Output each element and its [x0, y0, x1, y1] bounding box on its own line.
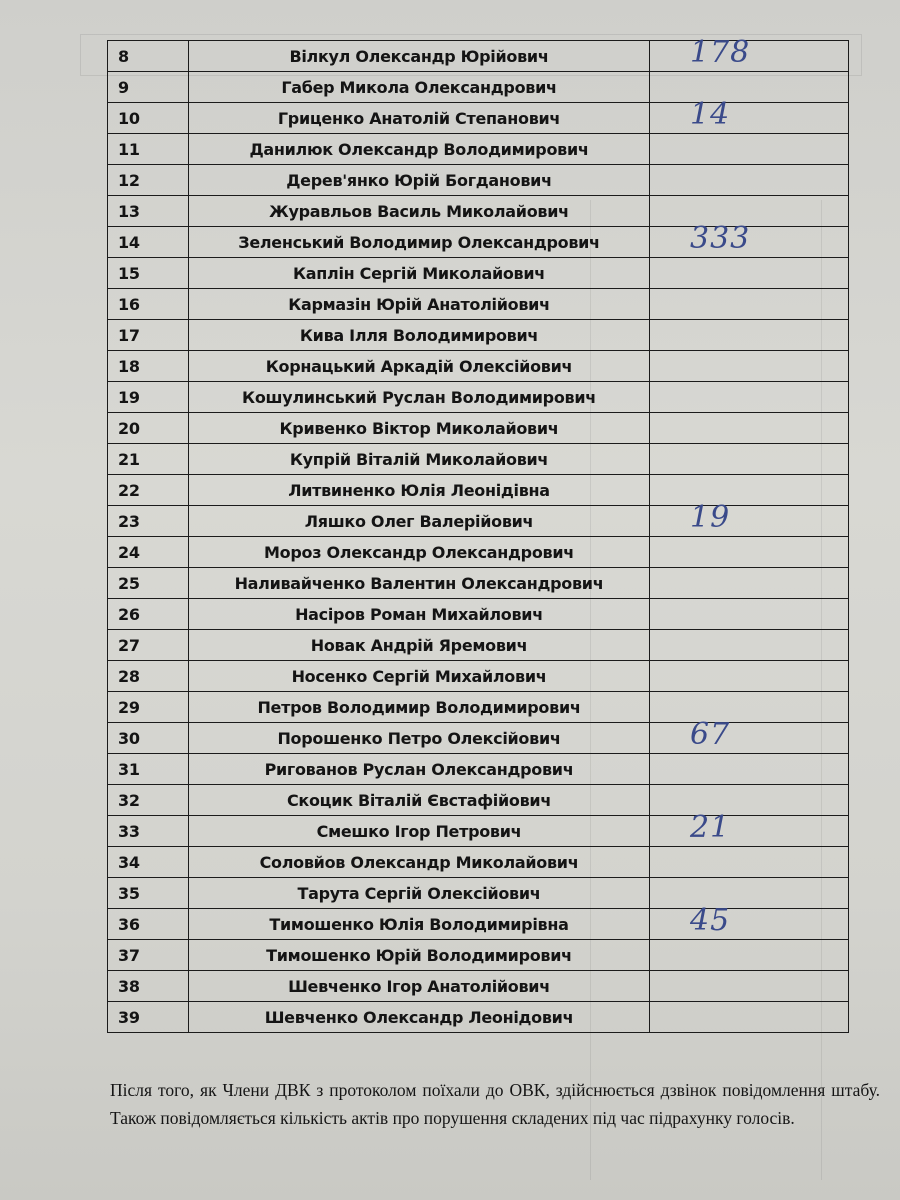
candidate-number: 38	[108, 971, 189, 1002]
table-row	[108, 723, 849, 754]
candidate-name: Литвиненко Юлія Леонідівна	[189, 475, 650, 506]
candidate-name: Тимошенко Юрій Володимирович	[189, 940, 650, 971]
table-row	[108, 630, 849, 661]
candidates-table	[107, 35, 849, 1033]
candidate-number: 35	[108, 878, 189, 909]
vote-count-cell	[650, 413, 849, 444]
vote-count-cell	[650, 903, 849, 940]
candidate-name: Порошенко Петро Олексійович	[189, 723, 650, 754]
handwritten-vote-count: 19	[690, 500, 731, 535]
vote-count-cell	[650, 537, 849, 568]
table-row	[108, 475, 849, 506]
table-row	[108, 227, 849, 258]
vote-count-cell	[650, 165, 849, 196]
candidate-number: 33	[108, 816, 189, 847]
candidate-name: Смешко Ігор Петрович	[189, 816, 650, 847]
table-row	[108, 103, 849, 134]
vote-count-cell	[650, 568, 849, 599]
handwritten-vote-count: 45	[690, 903, 731, 938]
candidate-number: 29	[108, 692, 189, 723]
candidate-name: Тарута Сергій Олексійович	[189, 878, 650, 909]
table-row	[108, 1002, 849, 1033]
vote-count-cell	[650, 72, 849, 103]
candidate-number: 13	[108, 196, 189, 227]
table-row	[108, 382, 849, 413]
candidate-name: Данилюк Олександр Володимирович	[189, 134, 650, 165]
footer-paragraph: Після того, як Члени ДВК з протоколом поїхали до ОВК, здійснюється дзвінок повідомлення штабу. Також повідомляється кількість актів про порушення складених під час підрахунку голосів.	[110, 1080, 880, 1128]
candidate-number: 16	[108, 289, 189, 320]
candidate-name: Наливайченко Валентин Олександрович	[189, 568, 650, 599]
candidate-number: 19	[108, 382, 189, 413]
candidate-name: Шевченко Олександр Леонідович	[189, 1002, 650, 1033]
candidate-number: 23	[108, 506, 189, 537]
candidate-name: Корнацький Аркадій Олексійович	[189, 351, 650, 382]
candidate-name: Каплін Сергій Миколайович	[189, 258, 650, 289]
candidate-name: Дерев'янко Юрій Богданович	[189, 165, 650, 196]
vote-count-cell	[650, 351, 849, 382]
candidate-number: 37	[108, 940, 189, 971]
vote-count-cell	[650, 289, 849, 320]
table-row	[108, 754, 849, 785]
vote-count-cell	[650, 630, 849, 661]
candidate-name: Мороз Олександр Олександрович	[189, 537, 650, 568]
table-row	[108, 72, 849, 103]
candidate-number: 31	[108, 754, 189, 785]
vote-count-cell	[650, 971, 849, 1002]
candidate-name: Гриценко Анатолій Степанович	[189, 103, 650, 134]
vote-count-cell	[650, 940, 849, 971]
vote-count-cell	[650, 97, 849, 134]
candidate-number: 28	[108, 661, 189, 692]
handwritten-vote-count: 14	[690, 97, 731, 132]
vote-count-cell	[650, 382, 849, 413]
candidate-number: 32	[108, 785, 189, 816]
vote-count-cell	[650, 134, 849, 165]
candidate-name: Купрій Віталій Миколайович	[189, 444, 650, 475]
candidate-number: 20	[108, 413, 189, 444]
candidate-number: 24	[108, 537, 189, 568]
handwritten-vote-count: 333	[690, 221, 751, 256]
candidate-number: 8	[108, 41, 189, 72]
candidate-number: 12	[108, 165, 189, 196]
vote-count-cell	[650, 35, 849, 72]
table-row	[108, 289, 849, 320]
handwritten-vote-count: 21	[690, 810, 731, 845]
candidate-name: Кармазін Юрій Анатолійович	[189, 289, 650, 320]
candidate-name: Скоцик Віталій Євстафійович	[189, 785, 650, 816]
table-row	[108, 568, 849, 599]
candidate-name: Габер Микола Олександрович	[189, 72, 650, 103]
candidate-name: Шевченко Ігор Анатолійович	[189, 971, 650, 1002]
candidate-number: 27	[108, 630, 189, 661]
candidate-name: Соловйов Олександр Миколайович	[189, 847, 650, 878]
table-row	[108, 661, 849, 692]
table-row	[108, 909, 849, 940]
candidate-name: Зеленський Володимир Олександрович	[189, 227, 650, 258]
vote-count-cell	[650, 661, 849, 692]
table-row	[108, 940, 849, 971]
candidate-name: Кошулинський Руслан Володимирович	[189, 382, 650, 413]
vote-count-cell	[650, 810, 849, 847]
candidate-name: Тимошенко Юлія Володимирівна	[189, 909, 650, 940]
table-row	[108, 320, 849, 351]
candidate-number: 9	[108, 72, 189, 103]
vote-count-cell	[650, 878, 849, 909]
table-row	[108, 847, 849, 878]
candidate-name: Вілкул Олександр Юрійович	[189, 41, 650, 72]
candidate-name: Носенко Сергій Михайлович	[189, 661, 650, 692]
handwritten-vote-count: 67	[690, 717, 731, 752]
table-row	[108, 537, 849, 568]
table-row	[108, 506, 849, 537]
vote-count-cell	[650, 847, 849, 878]
candidate-number: 26	[108, 599, 189, 630]
candidate-number: 25	[108, 568, 189, 599]
candidate-number: 39	[108, 1002, 189, 1033]
table-row	[108, 816, 849, 847]
candidate-name: Кива Ілля Володимирович	[189, 320, 650, 351]
candidate-name: Петров Володимир Володимирович	[189, 692, 650, 723]
vote-count-cell	[650, 599, 849, 630]
table-row	[108, 444, 849, 475]
candidate-number: 18	[108, 351, 189, 382]
vote-count-cell	[650, 785, 849, 816]
candidate-name: Ригованов Руслан Олександрович	[189, 754, 650, 785]
table-row	[108, 878, 849, 909]
candidate-name: Ляшко Олег Валерійович	[189, 506, 650, 537]
vote-count-cell	[650, 717, 849, 754]
table-row	[108, 165, 849, 196]
table-row	[108, 785, 849, 816]
vote-count-cell	[650, 320, 849, 351]
candidate-name: Насіров Роман Михайлович	[189, 599, 650, 630]
table-row	[108, 692, 849, 723]
table-row	[108, 599, 849, 630]
vote-count-cell	[650, 754, 849, 785]
candidate-number: 36	[108, 909, 189, 940]
table-row	[108, 971, 849, 1002]
table-row	[108, 258, 849, 289]
candidate-number: 21	[108, 444, 189, 475]
table-row	[108, 351, 849, 382]
vote-count-cell	[650, 475, 849, 506]
vote-count-cell	[650, 444, 849, 475]
vote-count-cell	[650, 258, 849, 289]
candidate-name: Кривенко Віктор Миколайович	[189, 413, 650, 444]
candidate-number: 15	[108, 258, 189, 289]
candidate-number: 11	[108, 134, 189, 165]
candidate-number: 34	[108, 847, 189, 878]
candidate-name: Новак Андрій Яремович	[189, 630, 650, 661]
candidate-number: 22	[108, 475, 189, 506]
candidate-number: 17	[108, 320, 189, 351]
handwritten-vote-count: 178	[690, 35, 751, 70]
candidate-number: 30	[108, 723, 189, 754]
table-row	[108, 41, 849, 72]
vote-count-cell	[650, 500, 849, 537]
vote-count-cell	[650, 692, 849, 723]
table-row	[108, 134, 849, 165]
candidate-number: 14	[108, 227, 189, 258]
candidate-number: 10	[108, 103, 189, 134]
vote-count-cell	[650, 221, 849, 258]
vote-count-cell	[650, 1002, 849, 1033]
candidate-name: Журавльов Василь Миколайович	[189, 196, 650, 227]
table-row	[108, 413, 849, 444]
